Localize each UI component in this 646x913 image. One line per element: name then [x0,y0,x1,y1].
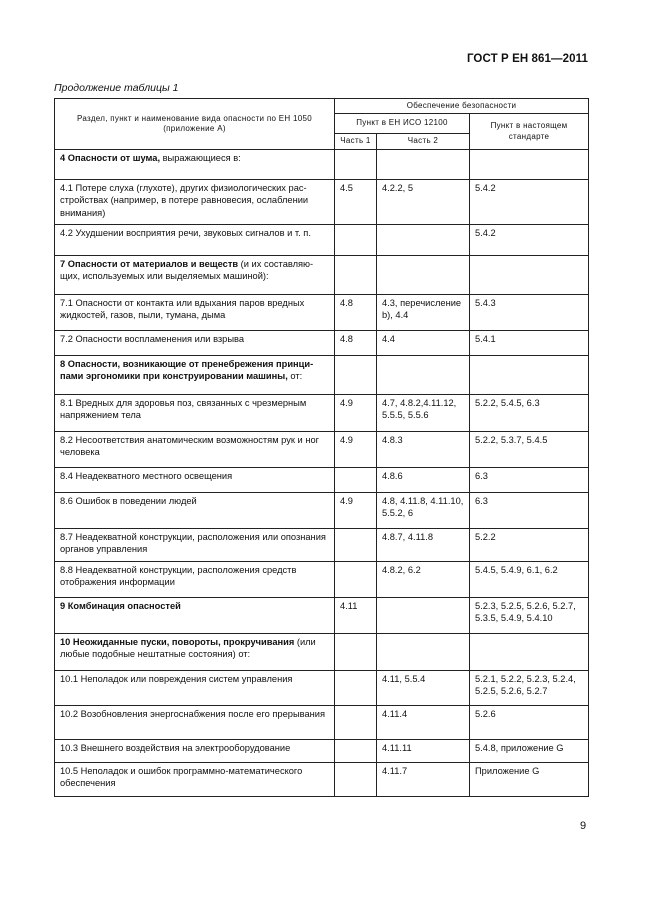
hazard-cell [55,225,335,256]
hazard-title: 8.4 Неадекватного местного освещения [60,471,233,481]
table-row [55,763,589,797]
part2-cell: 4.7, 4.8.2,4.11.12, 5.5.5, 5.5.6 [377,395,470,432]
part1-cell [335,706,377,740]
table-body [55,150,589,797]
hazard-cell [55,634,335,671]
hazard-cell [55,468,335,493]
hazard-title-bold: 7 Опасности от материалов и веществ [60,259,239,269]
table-row [55,529,589,562]
standard-clause-cell: 5.4.1 [470,331,589,356]
hazard-title: 10.1 Неполадок или повреждения систем управления [60,674,293,684]
standard-clause-cell: 5.4.5, 5.4.9, 6.1, 6.2 [470,562,589,598]
table-row [55,634,589,671]
standard-clause-cell: 5.4.2 [470,225,589,256]
part1-cell [335,356,377,395]
part2-cell [377,256,470,295]
table-continuation-caption: Продолжение таблицы 1 [54,82,179,94]
hazard-cell [55,529,335,562]
table-row [55,295,589,331]
part2-cell: 4.8.7, 4.11.8 [377,529,470,562]
table-row [55,395,589,432]
hazard-cell [55,150,335,180]
part1-cell [335,256,377,295]
table-row [55,432,589,468]
table-row [55,562,589,598]
hazard-title: (или любые подобные нештатные состояния) от: [60,637,316,660]
hazard-cell [55,356,335,395]
hazard-cell [55,432,335,468]
hazard-title: 4.2 Ухудшении восприятия речи, звуковых сигналов и т. п. [60,228,311,238]
hazard-cell [55,562,335,598]
standard-clause-cell: 5.2.6 [470,706,589,740]
hazard-title: выражающиеся в: [160,153,241,163]
hazard-title: 8.7 Неадекватной конструкции, расположения или опознания органов управления [60,532,326,555]
part2-cell: 4.8, 4.11.8, 4.11.10, 5.5.2, 6 [377,493,470,529]
part2-cell [377,634,470,671]
header-part2: Часть 2 [377,134,470,150]
hazard-title: 10.2 Возобновления энергоснабжения после его прерывания [60,709,325,719]
standard-clause-cell: 5.2.1, 5.2.2, 5.2.3, 5.2.4, 5.2.5, 5.2.6, 5.2.7 [470,671,589,706]
part1-cell [335,562,377,598]
hazard-title: 10.5 Неполадок и ошибок программно-математического обеспечения [60,766,303,789]
hazard-cell [55,763,335,797]
hazard-title: 7.1 Опасности от контакта или вдыхания паров вредных жидкостей, газов, пыли, тумана, дыма [60,298,305,321]
hazard-cell [55,493,335,529]
header-this-standard: Пункт в настоящем стандарте [470,114,589,150]
standard-clause-cell: 5.4.3 [470,295,589,331]
part1-cell [335,150,377,180]
hazard-title: от: [287,371,303,382]
part1-cell: 4.5 [335,180,377,225]
standard-designation: ГОСТ Р ЕН 861—2011 [466,53,588,65]
hazard-title: 4.1 Потере слуха (глухоте), других физиологических расстройствах (например, в потере равновесия, ослаблении внимания) [60,183,309,218]
hazard-cell [55,671,335,706]
table-header [55,99,589,150]
standard-clause-cell: Приложение G [470,763,589,797]
part1-cell: 4.9 [335,432,377,468]
hazard-cell [55,395,335,432]
header-iso: Пункт в ЕН ИСО 12100 [335,114,470,134]
part2-cell: 4.3, перечисление b), 4.4 [377,295,470,331]
part1-cell [335,671,377,706]
hazard-title-bold: 9 Комбинация опасностей [60,601,181,611]
part2-cell: 4.11.4 [377,706,470,740]
hazard-cell [55,740,335,763]
table-row [55,671,589,706]
part1-cell [335,763,377,797]
hazard-title: 8.1 Вредных для здоровья поз, связанных с чрезмерным напряжением тела [60,398,307,421]
part2-cell: 4.11, 5.5.4 [377,671,470,706]
table-row [55,256,589,295]
part1-cell [335,740,377,763]
part2-cell: 4.8.3 [377,432,470,468]
part2-cell: 4.11.11 [377,740,470,763]
header-part1: Часть 1 [335,134,377,150]
standard-clause-cell: 5.2.2 [470,529,589,562]
hazard-title: 10.3 Внешнего воздействия на электрооборудование [60,743,291,753]
part1-cell: 4.8 [335,331,377,356]
hazard-cell [55,180,335,225]
hazard-title-bold: 4 Опасности от шума, [60,153,161,163]
standard-clause-cell [470,256,589,295]
table-row [55,356,589,395]
part1-cell [335,634,377,671]
part2-cell [377,356,470,395]
table-row [55,468,589,493]
part2-cell: 4.2.2, 5 [377,180,470,225]
hazard-title-bold: 8 Опасности, возникающие от пренебрежения принципами эргономики при конструировании машины, [60,359,314,382]
part1-cell: 4.8 [335,295,377,331]
standard-clause-cell [470,634,589,671]
part1-cell: 4.9 [335,493,377,529]
hazard-title-bold: 10 Неожиданные пуски, повороты, прокручивания [60,637,295,647]
part1-cell [335,529,377,562]
header-safety: Обеспечение безопасности [335,99,589,114]
hazard-title: 8.8 Неадекватной конструкции, расположения средств отображения информации [60,565,297,588]
part2-cell: 4.11.7 [377,763,470,797]
standard-clause-cell: 6.3 [470,493,589,529]
standard-clause-cell: 5.2.3, 5.2.5, 5.2.6, 5.2.7, 5.3.5, 5.4.9, 5.4.10 [470,598,589,634]
standard-clause-cell: 5.4.8, приложение G [470,740,589,763]
standard-clause-cell [470,150,589,180]
part2-cell: 4.8.2, 6.2 [377,562,470,598]
table-row [55,150,589,180]
hazard-title: 7.2 Опасности воспламенения или взрыва [60,334,245,344]
standard-clause-cell: 5.2.2, 5.4.5, 6.3 [470,395,589,432]
table-row [55,180,589,225]
hazard-cell [55,256,335,295]
part1-cell [335,468,377,493]
part2-cell [377,598,470,634]
page-number: 9 [580,820,587,832]
part2-cell [377,150,470,180]
table-row [55,331,589,356]
hazards-table [54,98,589,797]
table-row [55,493,589,529]
standard-clause-cell: 6.3 [470,468,589,493]
hazard-title: (и их составляющих, используемых или выделяемых машиной): [60,259,314,282]
hazard-cell [55,598,335,634]
standard-clause-cell [470,356,589,395]
table-row [55,740,589,763]
part1-cell [335,225,377,256]
hazard-cell [55,331,335,356]
part1-cell: 4.9 [335,395,377,432]
part2-cell [377,225,470,256]
hazard-cell [55,706,335,740]
hazard-cell [55,295,335,331]
hazard-title: 8.6 Ошибок в поведении людей [60,496,197,506]
header-section: Раздел, пункт и наименование вида опасности по ЕН 1050 (приложение А) [55,99,335,150]
part2-cell: 4.4 [377,331,470,356]
table-row [55,598,589,634]
standard-clause-cell: 5.2.2, 5.3.7, 5.4.5 [470,432,589,468]
part2-cell: 4.8.6 [377,468,470,493]
table-row [55,706,589,740]
part1-cell: 4.11 [335,598,377,634]
table-row [55,225,589,256]
standard-clause-cell: 5.4.2 [470,180,589,225]
hazard-title: 8.2 Несоответствия анатомическим возможностям рук и ног человека [60,435,320,458]
